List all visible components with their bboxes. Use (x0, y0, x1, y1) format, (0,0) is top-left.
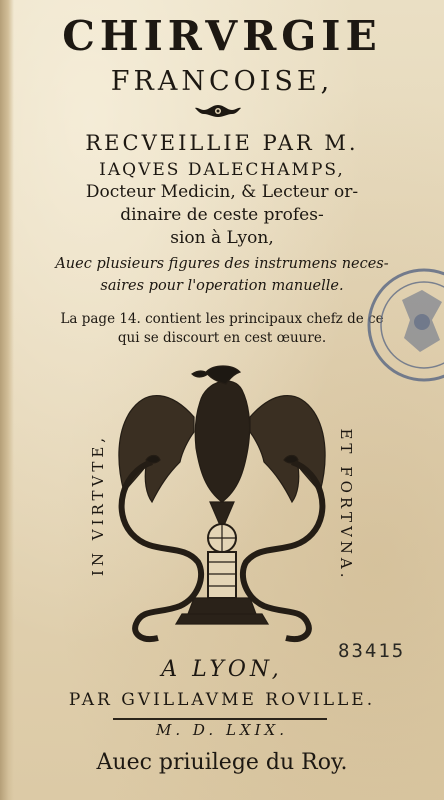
author-desc-line-2: dinaire de ceste profes- (120, 205, 324, 225)
author-desc-line-3: sion à Lyon, (170, 228, 274, 248)
book-subtitle: FRANCOISE, (110, 66, 334, 97)
contents-note-line-2: qui se discourt en cest œuure. (117, 330, 327, 346)
figures-note-line-2: saires pour l'operation manuelle. (100, 278, 344, 294)
figures-note-line-1: Auec plusieurs figures des instrumens neces- (55, 256, 389, 272)
library-shelfmark: 83415 (338, 640, 406, 662)
author-desc-line-1: Docteur Medicin, & Lecteur or- (85, 182, 359, 202)
privilege-line: Auec priuilege du Roy. (96, 750, 348, 775)
imprint-rule (113, 718, 327, 720)
contents-note-line-1: La page 14. contient les principaux chefz de ce (60, 311, 384, 327)
fleuron-ornament-icon (192, 102, 244, 120)
book-title: CHIRVRGIE (62, 12, 382, 60)
motto-right: ET FORTVNA. (337, 428, 355, 582)
imprint-place: A LYON, (161, 657, 283, 682)
motto-left: IN VIRTVTE, (89, 433, 107, 577)
imprint-year: M. D. LXIX. (156, 721, 288, 739)
library-stamp-icon (362, 240, 444, 410)
author-name: IAQVES DALECHAMPS, (99, 160, 345, 180)
eagle-serpents-device-icon (102, 362, 342, 644)
imprint-printer: PAR GVILLAVME ROVILLE. (68, 690, 376, 710)
collected-by-line: RECVEILLIE PAR M. (85, 131, 359, 155)
